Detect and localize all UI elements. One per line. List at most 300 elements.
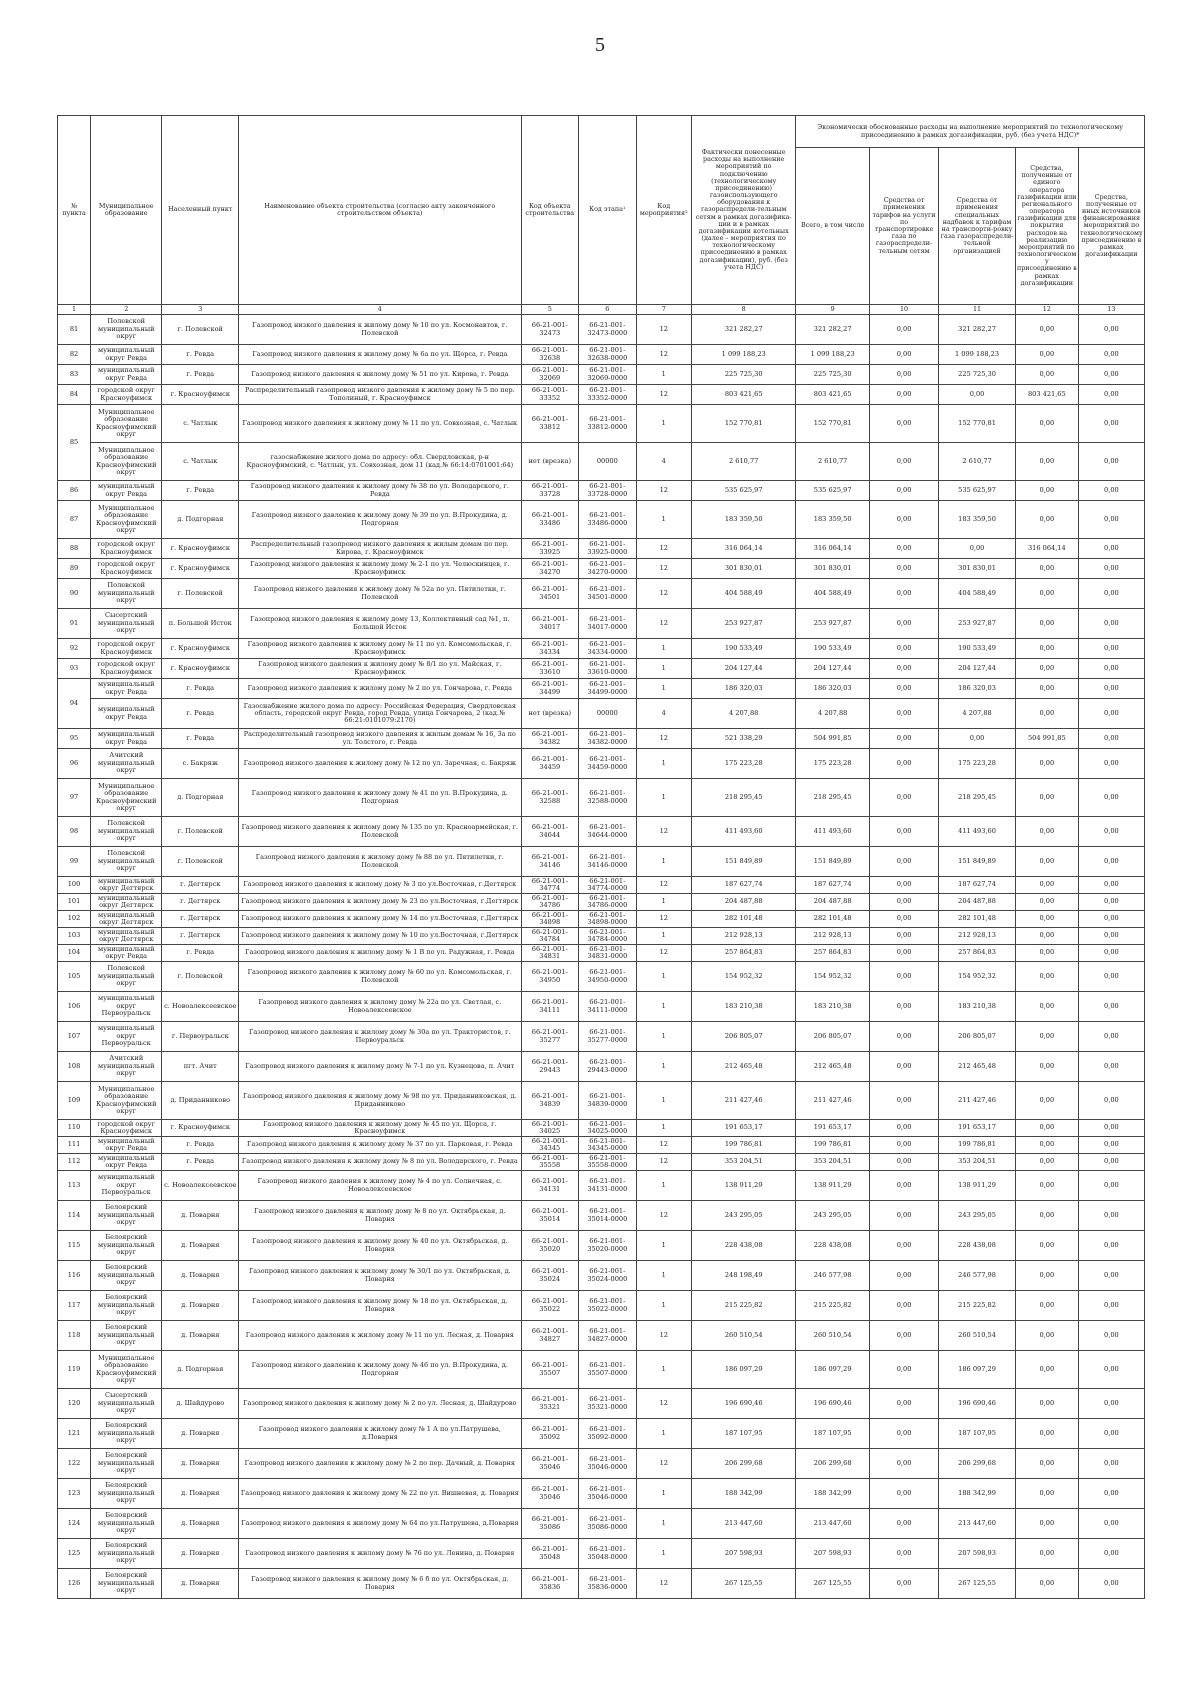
- object-name-cell: Газопровод низкого давления к жилому дому № 11 по ул. Комсомольская, г. Красноуфимск: [239, 639, 521, 659]
- header-justified-costs-group: Экономически обоснованные расходы на выполнение мероприятий по технологическому присоединению в рамках догазификации, руб. (без учета НДС)*: [796, 116, 1145, 148]
- object-name-cell: Газопровод низкого давления к жилому дому № 41 по ул. В.Прокудина, д. Подгорная: [239, 779, 521, 817]
- object-name-cell: Газопровод низкого давления к жилому дому № 4 по ул. Солнечная, с. Новоалексеевское: [239, 1171, 521, 1201]
- operator-funds-cell: 0,00: [1015, 1389, 1078, 1419]
- tariff-funds-cell: 0,00: [869, 877, 938, 894]
- total-cell: 257 864,83: [796, 945, 870, 962]
- locality-cell: д. Приданниково: [162, 1082, 239, 1120]
- stage-code-cell: 66-21-001-34950-0000: [579, 962, 637, 992]
- tariff-funds-cell: 0,00: [869, 315, 938, 345]
- other-sources-cell: 0,00: [1078, 1569, 1144, 1599]
- surcharge-funds-cell: 183 359,50: [939, 501, 1016, 539]
- other-sources-cell: 0,00: [1078, 501, 1144, 539]
- locality-cell: с. Чатлык: [162, 443, 239, 481]
- municipality-cell: Белоярский муниципальный округ: [91, 1321, 162, 1351]
- table-body: [58, 315, 1145, 1599]
- locality-cell: п. Большой Исток: [162, 609, 239, 639]
- table-row: [58, 1082, 1145, 1120]
- item-number-cell: 103: [58, 928, 91, 945]
- event-code-cell: 12: [636, 1389, 691, 1419]
- table-row: [58, 1154, 1145, 1171]
- object-name-cell: Газопровод низкого давления к жилому дому № 52а по ул. Пятилетки, г. Полевской: [239, 579, 521, 609]
- item-number-cell: 118: [58, 1321, 91, 1351]
- table-row: [58, 1509, 1145, 1539]
- table-row: [58, 1351, 1145, 1389]
- object-code-cell: 66-21-001-34499: [521, 679, 579, 699]
- locality-cell: д. Поварня: [162, 1449, 239, 1479]
- stage-code-cell: 66-21-001-35022-0000: [579, 1291, 637, 1321]
- surcharge-funds-cell: 1 099 188,23: [939, 345, 1016, 365]
- surcharge-funds-cell: 212 465,48: [939, 1052, 1016, 1082]
- tariff-funds-cell: 0,00: [869, 539, 938, 559]
- event-code-cell: 1: [636, 1082, 691, 1120]
- item-number-cell: 110: [58, 1120, 91, 1137]
- locality-cell: с. Новоалексеевское: [162, 992, 239, 1022]
- other-sources-cell: 0,00: [1078, 1389, 1144, 1419]
- locality-cell: г. Ревда: [162, 729, 239, 749]
- table-row: [58, 1291, 1145, 1321]
- total-cell: 213 447,60: [796, 1509, 870, 1539]
- operator-funds-cell: 0,00: [1015, 1351, 1078, 1389]
- stage-code-cell: 66-21-001-34270-0000: [579, 559, 637, 579]
- event-code-cell: 12: [636, 1321, 691, 1351]
- surcharge-funds-cell: 282 101,48: [939, 911, 1016, 928]
- actual-costs-cell: 191 653,17: [691, 1120, 795, 1137]
- item-number-cell: 125: [58, 1539, 91, 1569]
- total-cell: 187 627,74: [796, 877, 870, 894]
- locality-cell: г. Красноуфимск: [162, 1120, 239, 1137]
- event-code-cell: 1: [636, 405, 691, 443]
- total-cell: 411 493,60: [796, 817, 870, 847]
- municipality-cell: Белоярский муниципальный округ: [91, 1231, 162, 1261]
- surcharge-funds-cell: 301 830,01: [939, 559, 1016, 579]
- actual-costs-cell: 218 295,45: [691, 779, 795, 817]
- object-name-cell: Газопровод низкого давления к жилому дому № 11 по ул. Совхозная, с. Чатлык: [239, 405, 521, 443]
- other-sources-cell: 0,00: [1078, 1419, 1144, 1449]
- total-cell: 183 359,50: [796, 501, 870, 539]
- actual-costs-cell: 215 225,82: [691, 1291, 795, 1321]
- object-code-cell: 66-21-001-32588: [521, 779, 579, 817]
- total-cell: 253 927,87: [796, 609, 870, 639]
- object-name-cell: Газопровод низкого давления к жилому дому № 30/1 по ул. Октябрьская, д. Поварня: [239, 1261, 521, 1291]
- header-operator-funds: Средства, полученные от единого оператора газификации или регионального оператора газификации для покрытия расходов на реализацию мероприятий по технологическому присоединению в рамках догазификации: [1015, 148, 1078, 305]
- actual-costs-cell: 257 864,83: [691, 945, 795, 962]
- event-code-cell: 1: [636, 1261, 691, 1291]
- table-row: [58, 1022, 1145, 1052]
- other-sources-cell: 0,00: [1078, 365, 1144, 385]
- stage-code-cell: 66-21-001-32588-0000: [579, 779, 637, 817]
- actual-costs-cell: 253 927,87: [691, 609, 795, 639]
- event-code-cell: 1: [636, 679, 691, 699]
- total-cell: 186 097,29: [796, 1351, 870, 1389]
- municipality-cell: Муниципальное образование Красноуфимский округ: [91, 1082, 162, 1120]
- tariff-funds-cell: 0,00: [869, 345, 938, 365]
- object-code-cell: 66-21-001-33486: [521, 501, 579, 539]
- table-row: [58, 1539, 1145, 1569]
- actual-costs-cell: 152 770,81: [691, 405, 795, 443]
- tariff-funds-cell: 0,00: [869, 1082, 938, 1120]
- event-code-cell: 12: [636, 385, 691, 405]
- actual-costs-cell: 316 064,14: [691, 539, 795, 559]
- locality-cell: г. Полевской: [162, 579, 239, 609]
- other-sources-cell: 0,00: [1078, 609, 1144, 639]
- object-code-cell: 66-21-001-35022: [521, 1291, 579, 1321]
- operator-funds-cell: 0,00: [1015, 1291, 1078, 1321]
- locality-cell: д. Подгорная: [162, 1351, 239, 1389]
- surcharge-funds-cell: 404 588,49: [939, 579, 1016, 609]
- event-code-cell: 12: [636, 945, 691, 962]
- surcharge-funds-cell: 260 510,54: [939, 1321, 1016, 1351]
- stage-code-cell: 00000: [579, 443, 637, 481]
- tariff-funds-cell: 0,00: [869, 992, 938, 1022]
- stage-code-cell: 66-21-001-35321-0000: [579, 1389, 637, 1419]
- locality-cell: пгт. Ачит: [162, 1052, 239, 1082]
- stage-code-cell: 66-21-001-34786-0000: [579, 894, 637, 911]
- operator-funds-cell: 0,00: [1015, 779, 1078, 817]
- operator-funds-cell: 0,00: [1015, 847, 1078, 877]
- column-number: 10: [869, 305, 938, 315]
- item-number-cell: 85: [58, 405, 91, 481]
- stage-code-cell: 66-21-001-35024-0000: [579, 1261, 637, 1291]
- municipality-cell: Белоярский муниципальный округ: [91, 1419, 162, 1449]
- other-sources-cell: 0,00: [1078, 679, 1144, 699]
- stage-code-cell: 66-21-001-32473-0000: [579, 315, 637, 345]
- surcharge-funds-cell: 243 295,05: [939, 1201, 1016, 1231]
- total-cell: 152 770,81: [796, 405, 870, 443]
- stage-code-cell: 66-21-001-35020-0000: [579, 1231, 637, 1261]
- header-other-sources: Средства, полученные от иных источников финансирования мероприятий по технологическому присоединению в рамках догазификации: [1078, 148, 1144, 305]
- stage-code-cell: 66-21-001-35046-0000: [579, 1449, 637, 1479]
- stage-code-cell: 66-21-001-33812-0000: [579, 405, 637, 443]
- surcharge-funds-cell: 206 299,68: [939, 1449, 1016, 1479]
- item-number-cell: 112: [58, 1154, 91, 1171]
- other-sources-cell: 0,00: [1078, 928, 1144, 945]
- operator-funds-cell: 0,00: [1015, 1569, 1078, 1599]
- total-cell: 301 830,01: [796, 559, 870, 579]
- stage-code-cell: 66-21-001-35092-0000: [579, 1419, 637, 1449]
- event-code-cell: 1: [636, 1052, 691, 1082]
- event-code-cell: 1: [636, 1291, 691, 1321]
- actual-costs-cell: 282 101,48: [691, 911, 795, 928]
- object-code-cell: 66-21-001-35046: [521, 1479, 579, 1509]
- municipality-cell: Полевской муниципальный округ: [91, 847, 162, 877]
- header-actual-costs: Фактически понесенные расходы на выполнение мероприятий по подключению (технологическому присоединению) газоиспользующего оборудования к газораспредели-тельным сетям в рамках догазифика-ции и в рамках догазификации котельных (далее – мероприятия по технологическому присоединению в рамках догазификации), руб. (без учета НДС): [691, 116, 795, 305]
- operator-funds-cell: 0,00: [1015, 699, 1078, 729]
- municipality-cell: городской округ Красноуфимск: [91, 385, 162, 405]
- column-number: 7: [636, 305, 691, 315]
- operator-funds-cell: 0,00: [1015, 1201, 1078, 1231]
- total-cell: 206 805,07: [796, 1022, 870, 1052]
- event-code-cell: 1: [636, 847, 691, 877]
- locality-cell: г. Ревда: [162, 1154, 239, 1171]
- tariff-funds-cell: 0,00: [869, 945, 938, 962]
- municipality-cell: Сысертский муниципальный округ: [91, 609, 162, 639]
- surcharge-funds-cell: 154 952,32: [939, 962, 1016, 992]
- object-name-cell: Газопровод низкого давления к жилому дому № 7-1 по ул. Кузнецова, п. Ачит: [239, 1052, 521, 1082]
- item-number-cell: 89: [58, 559, 91, 579]
- operator-funds-cell: 0,00: [1015, 817, 1078, 847]
- item-number-cell: 96: [58, 749, 91, 779]
- operator-funds-cell: 0,00: [1015, 501, 1078, 539]
- stage-code-cell: 66-21-001-34839-0000: [579, 1082, 637, 1120]
- locality-cell: г. Ревда: [162, 345, 239, 365]
- tariff-funds-cell: 0,00: [869, 1137, 938, 1154]
- stage-code-cell: 66-21-001-34499-0000: [579, 679, 637, 699]
- operator-funds-cell: 0,00: [1015, 1171, 1078, 1201]
- object-code-cell: 66-21-001-34839: [521, 1082, 579, 1120]
- stage-code-cell: 66-21-001-34382-0000: [579, 729, 637, 749]
- other-sources-cell: 0,00: [1078, 539, 1144, 559]
- column-number: 11: [939, 305, 1016, 315]
- actual-costs-cell: 183 359,50: [691, 501, 795, 539]
- object-name-cell: Газопровод низкого давления к жилому дому № 6а по ул. Щорса, г. Ревда: [239, 345, 521, 365]
- table-row: [58, 315, 1145, 345]
- table-row: [58, 345, 1145, 365]
- operator-funds-cell: 0,00: [1015, 877, 1078, 894]
- other-sources-cell: 0,00: [1078, 405, 1144, 443]
- locality-cell: д. Поварня: [162, 1291, 239, 1321]
- table-row: [58, 405, 1145, 443]
- total-cell: 215 225,82: [796, 1291, 870, 1321]
- object-name-cell: Распределительный газопровод низкого давления к жилым домам № 16, 3а по ул. Толстого, г. Ревда: [239, 729, 521, 749]
- stage-code-cell: 66-21-001-33486-0000: [579, 501, 637, 539]
- municipality-cell: городской округ Красноуфимск: [91, 539, 162, 559]
- table-row: [58, 817, 1145, 847]
- surcharge-funds-cell: 204 127,44: [939, 659, 1016, 679]
- total-cell: 207 598,93: [796, 1539, 870, 1569]
- surcharge-funds-cell: 190 533,49: [939, 639, 1016, 659]
- object-code-cell: 66-21-001-34501: [521, 579, 579, 609]
- object-name-cell: Газопровод низкого давления к жилому дому № 76 по ул. Ленина, д. Поварня: [239, 1539, 521, 1569]
- object-code-cell: 66-21-001-34774: [521, 877, 579, 894]
- total-cell: 186 320,03: [796, 679, 870, 699]
- object-name-cell: Газопровод низкого давления к жилому дому № 40 по ул. Октябрьская, д. Поварня: [239, 1231, 521, 1261]
- data-table-container: [57, 115, 1145, 1599]
- actual-costs-cell: 190 533,49: [691, 639, 795, 659]
- tariff-funds-cell: 0,00: [869, 962, 938, 992]
- header-locality: Населенный пункт: [162, 116, 239, 305]
- item-number-cell: 109: [58, 1082, 91, 1120]
- column-number: 4: [239, 305, 521, 315]
- total-cell: 246 577,98: [796, 1261, 870, 1291]
- municipality-cell: муниципальный округ Ревда: [91, 1137, 162, 1154]
- total-cell: 154 952,32: [796, 962, 870, 992]
- operator-funds-cell: 0,00: [1015, 405, 1078, 443]
- event-code-cell: 12: [636, 609, 691, 639]
- operator-funds-cell: 0,00: [1015, 749, 1078, 779]
- table-row: [58, 559, 1145, 579]
- object-name-cell: Газопровод низкого давления к жилому дому № 98 по ул. Приданниковская, д. Приданниково: [239, 1082, 521, 1120]
- event-code-cell: 12: [636, 1154, 691, 1171]
- item-number-cell: 106: [58, 992, 91, 1022]
- operator-funds-cell: 803 421,65: [1015, 385, 1078, 405]
- object-name-cell: Газопровод низкого давления к жилому дому № 2 по пер. Дачный, д. Поварня: [239, 1449, 521, 1479]
- municipality-cell: Белоярский муниципальный округ: [91, 1261, 162, 1291]
- actual-costs-cell: 211 427,46: [691, 1082, 795, 1120]
- total-cell: 316 064,14: [796, 539, 870, 559]
- tariff-funds-cell: 0,00: [869, 559, 938, 579]
- event-code-cell: 12: [636, 579, 691, 609]
- item-number-cell: 84: [58, 385, 91, 405]
- operator-funds-cell: 0,00: [1015, 315, 1078, 345]
- object-name-cell: Газопровод низкого давления к жилому дому № 46 по ул. В.Прокудина, д. Подгорная: [239, 1351, 521, 1389]
- municipality-cell: городской округ Красноуфимск: [91, 639, 162, 659]
- surcharge-funds-cell: 225 725,30: [939, 365, 1016, 385]
- object-name-cell: Газопровод низкого давления к жилому дому № 22 по ул. Вишневая, д. Поварня: [239, 1479, 521, 1509]
- actual-costs-cell: 4 207,88: [691, 699, 795, 729]
- operator-funds-cell: 0,00: [1015, 1449, 1078, 1479]
- column-number-row: [58, 305, 1145, 315]
- actual-costs-cell: 243 295,05: [691, 1201, 795, 1231]
- column-number: 2: [91, 305, 162, 315]
- tariff-funds-cell: 0,00: [869, 1539, 938, 1569]
- operator-funds-cell: 0,00: [1015, 1231, 1078, 1261]
- municipality-cell: Белоярский муниципальный округ: [91, 1291, 162, 1321]
- event-code-cell: 1: [636, 1419, 691, 1449]
- total-cell: 228 438,08: [796, 1231, 870, 1261]
- operator-funds-cell: 0,00: [1015, 1082, 1078, 1120]
- object-code-cell: нет (врезка): [521, 443, 579, 481]
- event-code-cell: 1: [636, 365, 691, 385]
- total-cell: 188 342,99: [796, 1479, 870, 1509]
- item-number-cell: 107: [58, 1022, 91, 1052]
- object-name-cell: Газопровод низкого давления к жилому дому № 51 по ул. Кирова, г. Ревда: [239, 365, 521, 385]
- other-sources-cell: 0,00: [1078, 1022, 1144, 1052]
- locality-cell: д. Поварня: [162, 1201, 239, 1231]
- total-cell: 199 786,81: [796, 1137, 870, 1154]
- total-cell: 212 465,48: [796, 1052, 870, 1082]
- object-code-cell: 66-21-001-34111: [521, 992, 579, 1022]
- object-code-cell: 66-21-001-34345: [521, 1137, 579, 1154]
- surcharge-funds-cell: 4 207,88: [939, 699, 1016, 729]
- item-number-cell: 116: [58, 1261, 91, 1291]
- stage-code-cell: 66-21-001-34831-0000: [579, 945, 637, 962]
- table-row: [58, 501, 1145, 539]
- stage-code-cell: 66-21-001-35558-0000: [579, 1154, 637, 1171]
- item-number-cell: 121: [58, 1419, 91, 1449]
- item-number-cell: 126: [58, 1569, 91, 1599]
- item-number-cell: 100: [58, 877, 91, 894]
- object-code-cell: 66-21-001-34898: [521, 911, 579, 928]
- operator-funds-cell: 0,00: [1015, 894, 1078, 911]
- object-code-cell: 66-21-001-35014: [521, 1201, 579, 1231]
- actual-costs-cell: 187 107,95: [691, 1419, 795, 1449]
- event-code-cell: 1: [636, 501, 691, 539]
- municipality-cell: Муниципальное образование Красноуфимский округ: [91, 779, 162, 817]
- other-sources-cell: 0,00: [1078, 443, 1144, 481]
- event-code-cell: 1: [636, 1539, 691, 1569]
- header-total: Всего, в том числе: [796, 148, 870, 305]
- stage-code-cell: 66-21-001-32069-0000: [579, 365, 637, 385]
- municipality-cell: муниципальный округ Ревда: [91, 945, 162, 962]
- stage-code-cell: 66-21-001-35046-0000: [579, 1479, 637, 1509]
- locality-cell: г. Ревда: [162, 699, 239, 729]
- actual-costs-cell: 186 320,03: [691, 679, 795, 699]
- event-code-cell: 12: [636, 345, 691, 365]
- other-sources-cell: 0,00: [1078, 1539, 1144, 1569]
- header-stage-code: Код этапа¹: [579, 116, 637, 305]
- table-row: [58, 1261, 1145, 1291]
- actual-costs-cell: 196 690,46: [691, 1389, 795, 1419]
- surcharge-funds-cell: 191 653,17: [939, 1120, 1016, 1137]
- other-sources-cell: 0,00: [1078, 1291, 1144, 1321]
- event-code-cell: 12: [636, 481, 691, 501]
- surcharge-funds-cell: 187 107,95: [939, 1419, 1016, 1449]
- total-cell: 151 849,89: [796, 847, 870, 877]
- item-number-cell: 93: [58, 659, 91, 679]
- municipality-cell: городской округ Красноуфимск: [91, 659, 162, 679]
- object-code-cell: 66-21-001-35507: [521, 1351, 579, 1389]
- tariff-funds-cell: 0,00: [869, 609, 938, 639]
- tariff-funds-cell: 0,00: [869, 1171, 938, 1201]
- header-object-code: Код объекта строительства: [521, 116, 579, 305]
- object-name-cell: Газопровод низкого давления к жилому дому № 2-1 по ул. Челюскинцев, г. Красноуфимск: [239, 559, 521, 579]
- column-number: 8: [691, 305, 795, 315]
- item-number-cell: 97: [58, 779, 91, 817]
- operator-funds-cell: 0,00: [1015, 559, 1078, 579]
- actual-costs-cell: 225 725,30: [691, 365, 795, 385]
- tariff-funds-cell: 0,00: [869, 1022, 938, 1052]
- item-number-cell: 92: [58, 639, 91, 659]
- tariff-funds-cell: 0,00: [869, 1321, 938, 1351]
- operator-funds-cell: 0,00: [1015, 579, 1078, 609]
- object-name-cell: Газопровод низкого давления к жилому дому № 30а по ул. Трактористов, г. Первоуральск: [239, 1022, 521, 1052]
- page-number: 5: [595, 34, 605, 56]
- column-number: 9: [796, 305, 870, 315]
- object-name-cell: Газоснабжение жилого дома по адресу: Российская Федерация, Свердловская область, городской округ Ревда, город Ревда, улица Гончарова, 2 (кад.№ 66:21:0101079:2170): [239, 699, 521, 729]
- actual-costs-cell: 186 097,29: [691, 1351, 795, 1389]
- event-code-cell: 12: [636, 539, 691, 559]
- table-row: [58, 699, 1145, 729]
- surcharge-funds-cell: 246 577,98: [939, 1261, 1016, 1291]
- event-code-cell: 4: [636, 443, 691, 481]
- municipality-cell: Ачитский муниципальный округ: [91, 749, 162, 779]
- event-code-cell: 1: [636, 749, 691, 779]
- stage-code-cell: 66-21-001-34644-0000: [579, 817, 637, 847]
- object-name-cell: Газопровод низкого давления к жилому дому № 22а по ул. Светлая, с. Новоалексеевское: [239, 992, 521, 1022]
- tariff-funds-cell: 0,00: [869, 443, 938, 481]
- item-number-cell: 86: [58, 481, 91, 501]
- other-sources-cell: 0,00: [1078, 1231, 1144, 1261]
- municipality-cell: муниципальный округ Дегтярск: [91, 894, 162, 911]
- surcharge-funds-cell: 2 610,77: [939, 443, 1016, 481]
- operator-funds-cell: 0,00: [1015, 481, 1078, 501]
- total-cell: 190 533,49: [796, 639, 870, 659]
- table-row: [58, 579, 1145, 609]
- object-name-cell: Газопровод низкого давления к жилому дому № 2 по ул. Гончарова, г. Ревда: [239, 679, 521, 699]
- locality-cell: с. Чатлык: [162, 405, 239, 443]
- object-code-cell: 66-21-001-34831: [521, 945, 579, 962]
- operator-funds-cell: 0,00: [1015, 1419, 1078, 1449]
- locality-cell: д. Поварня: [162, 1231, 239, 1261]
- operator-funds-cell: 0,00: [1015, 911, 1078, 928]
- header-item-number: № пункта: [58, 116, 91, 305]
- tariff-funds-cell: 0,00: [869, 365, 938, 385]
- total-cell: 321 282,27: [796, 315, 870, 345]
- surcharge-funds-cell: 218 295,45: [939, 779, 1016, 817]
- column-number: 13: [1078, 305, 1144, 315]
- total-cell: 211 427,46: [796, 1082, 870, 1120]
- locality-cell: д. Поварня: [162, 1569, 239, 1599]
- event-code-cell: 12: [636, 1201, 691, 1231]
- item-number-cell: 113: [58, 1171, 91, 1201]
- other-sources-cell: 0,00: [1078, 729, 1144, 749]
- operator-funds-cell: 0,00: [1015, 1509, 1078, 1539]
- object-code-cell: 66-21-001-35046: [521, 1449, 579, 1479]
- total-cell: 225 725,30: [796, 365, 870, 385]
- object-name-cell: Газопровод низкого давления к жилому дому № 12 по ул. Заречная, с. Бакряж: [239, 749, 521, 779]
- surcharge-funds-cell: 267 125,55: [939, 1569, 1016, 1599]
- actual-costs-cell: 175 223,28: [691, 749, 795, 779]
